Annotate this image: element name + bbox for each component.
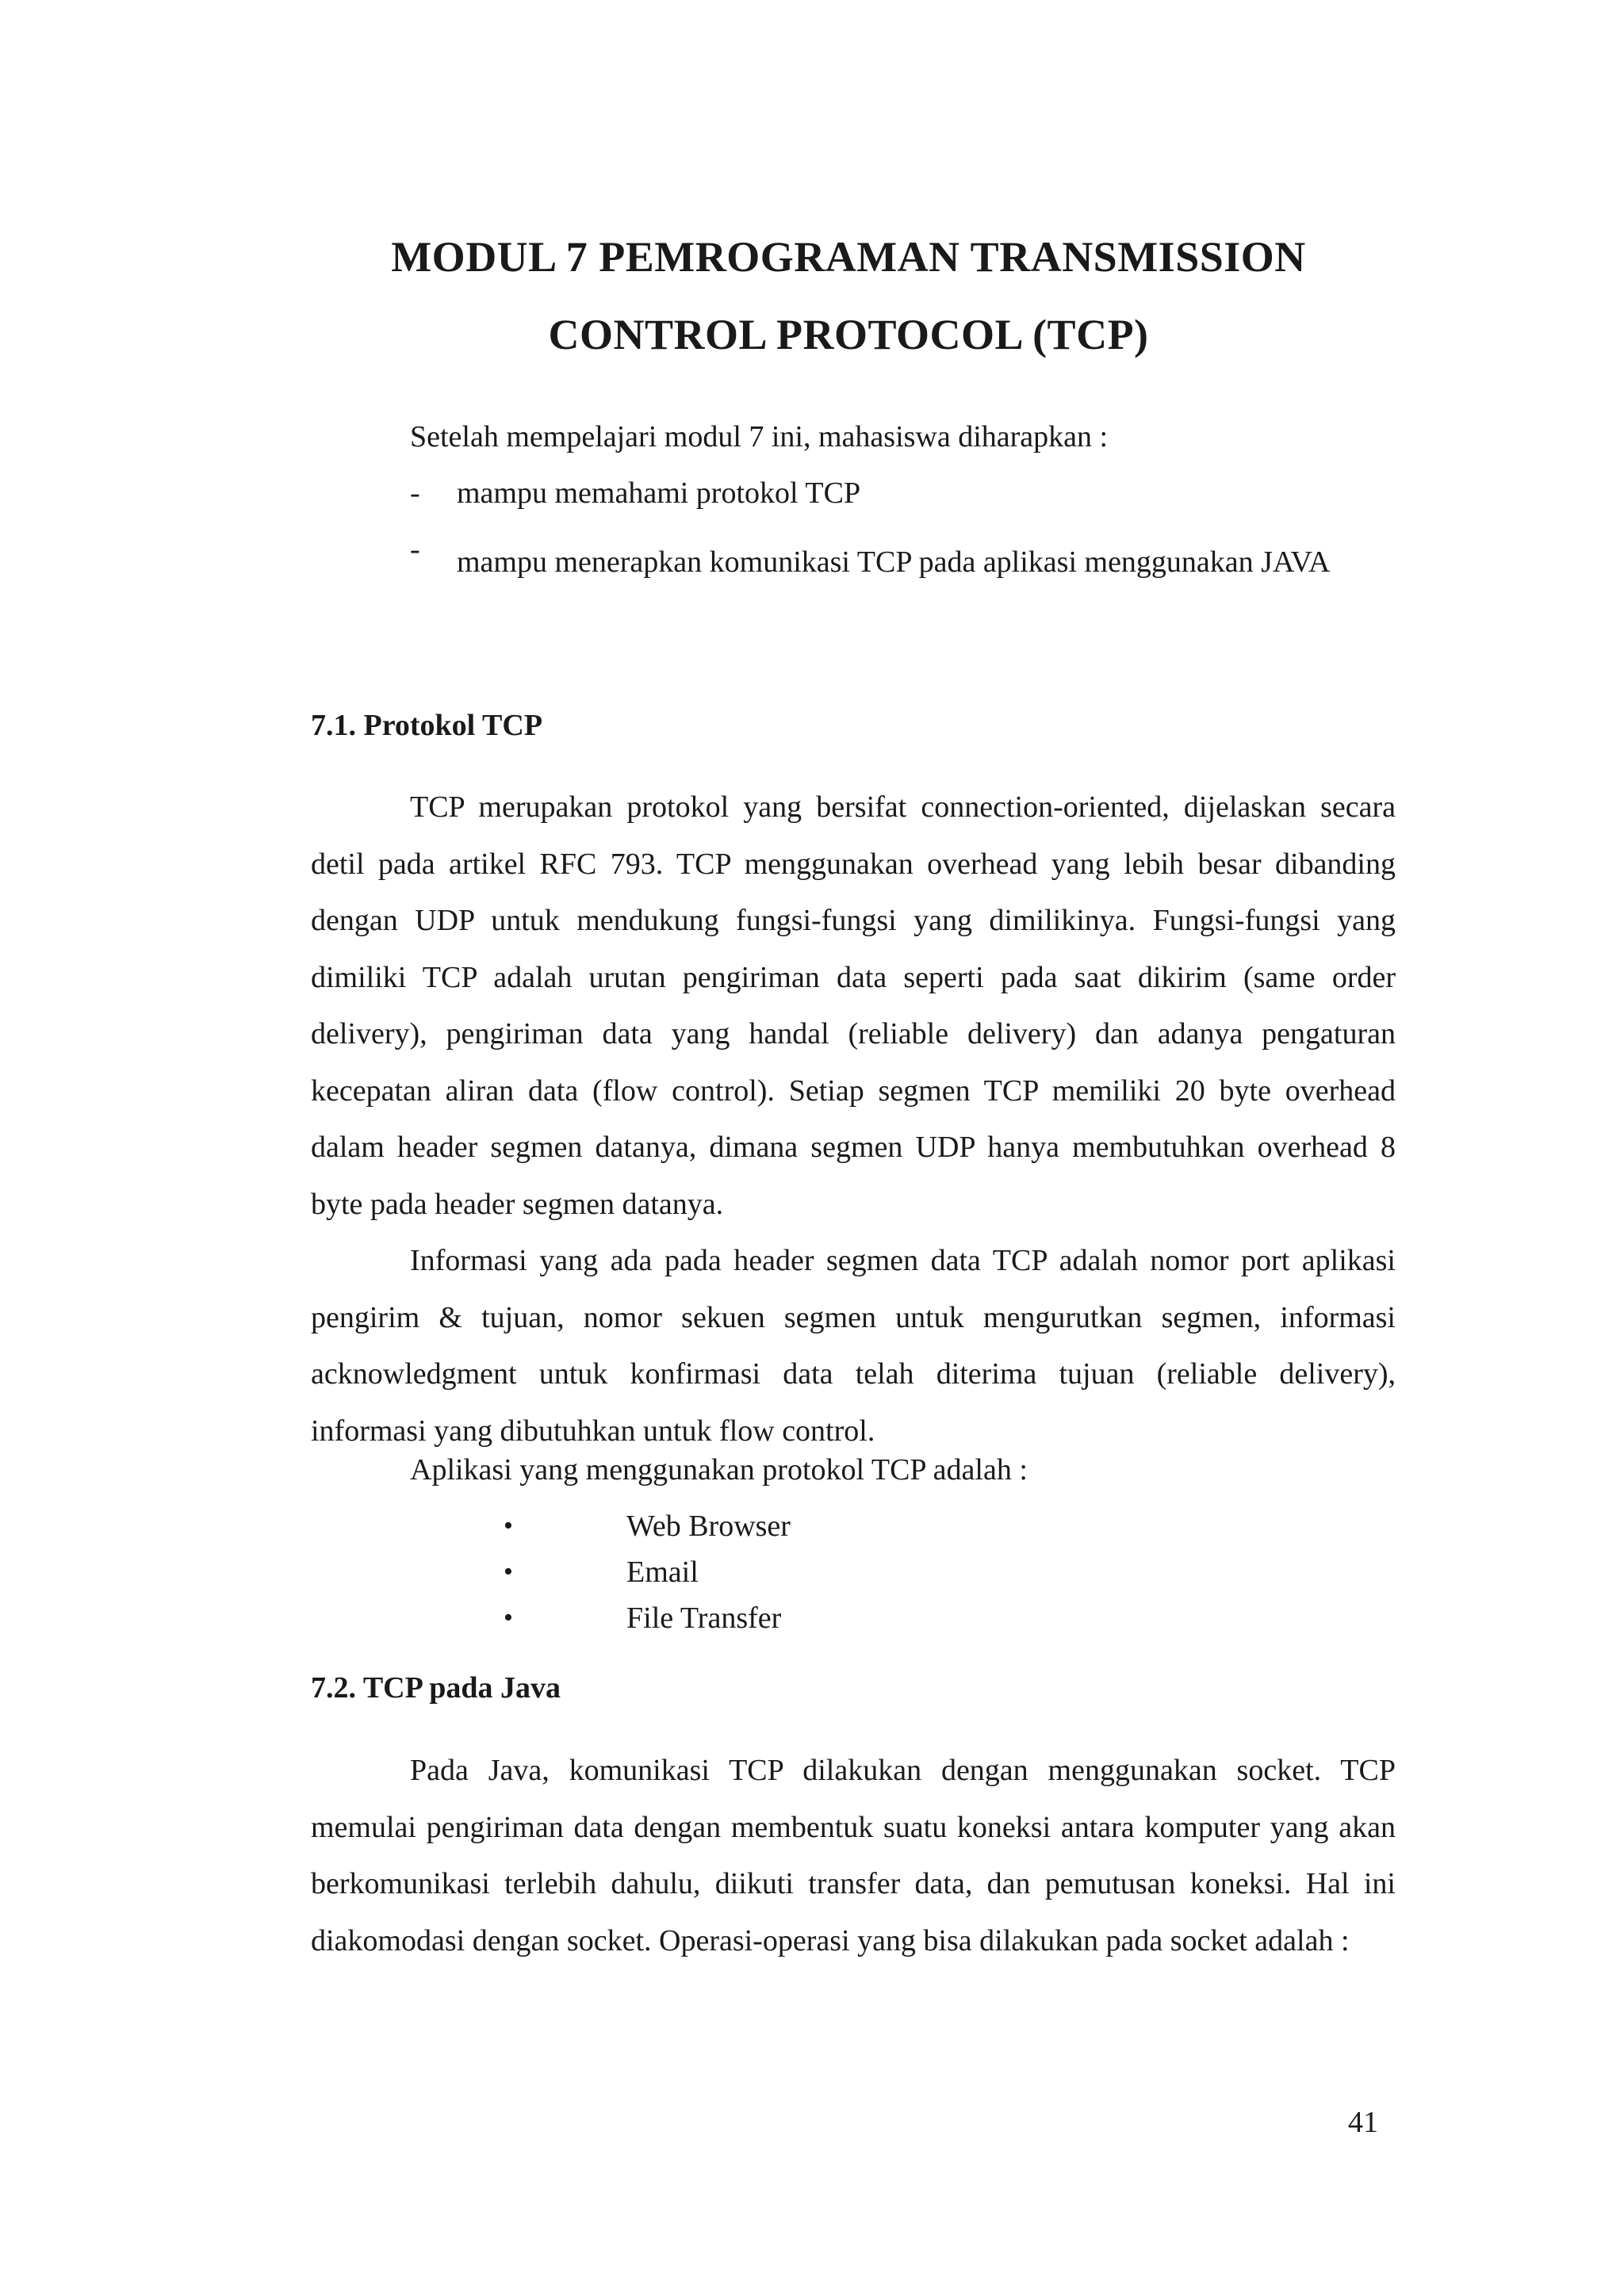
section-7-2-paragraph: Pada Java, komunikasi TCP dilakukan dengan menggunakan socket. TCP memulai pengiriman data dengan membentuk suatu koneksi antara komputer yang akan berkomunikasi terlebih dahulu, diikuti transfer data, dan pemutusan koneksi. Hal ini diakomodasi dengan socket. Operasi-operasi yang bisa dilakukan pada socket adalah : <box>311 1754 1396 1957</box>
module-title-line-2: CONTROL PROTOCOL (TCP) <box>548 311 1149 358</box>
page-number: 41 <box>1348 2106 1378 2139</box>
app-item-web-browser: Web Browser <box>626 1510 791 1543</box>
section-heading-7-1: 7.1. Protokol TCP <box>311 709 543 742</box>
objective-item-2: mampu menerapkan komunikasi TCP pada aplikasi menggunakan JAVA <box>457 545 1331 579</box>
module-title-line-1: MODUL 7 PEMROGRAMAN TRANSMISSION <box>391 233 1306 281</box>
bullet-3: • <box>504 1603 513 1632</box>
app-item-email: Email <box>626 1556 699 1589</box>
section-heading-7-2: 7.2. TCP pada Java <box>311 1671 561 1705</box>
bullet-1: • <box>504 1511 513 1540</box>
app-item-file-transfer: File Transfer <box>626 1601 782 1635</box>
section-7-1-paragraph-2: Informasi yang ada pada header segmen data TCP adalah nomor port aplikasi pengirim & tujuan, nomor sekuen segmen untuk mengurutkan segmen, informasi acknowledgment untuk konfirmasi data telah diterima tujuan (reliable delivery), informasi yang dibutuhkan untuk flow control. <box>311 1244 1396 1448</box>
bullet-2: • <box>504 1557 513 1586</box>
section-7-1-paragraph-1: TCP merupakan protokol yang bersifat connection-oriented, dijelaskan secara detil pada artikel RFC 793. TCP menggunakan overhead yang lebih besar dibanding dengan UDP untuk mendukung fungsi-fungsi yang dimilikinya. Fungsi-fungsi yang dimiliki TCP adalah urutan pengiriman data seperti pada saat dikirim (same order delivery), pengiriman data yang handal (reliable delivery) dan adanya pengaturan kecepatan aliran data (flow control). Setiap segmen TCP memiliki 20 byte overhead dalam header segmen datanya, dimana segmen UDP hanya membutuhkan overhead 8 byte pada header segmen datanya. <box>311 790 1396 1221</box>
section-7-1-apps-intro: Aplikasi yang menggunakan protokol TCP adalah : <box>410 1453 1028 1487</box>
objective-dash-1: - <box>410 476 420 510</box>
objectives-intro: Setelah mempelajari modul 7 ini, mahasiswa diharapkan : <box>410 420 1109 453</box>
objective-dash-2: - <box>410 533 420 566</box>
objective-item-1: mampu memahami protokol TCP <box>457 476 861 510</box>
